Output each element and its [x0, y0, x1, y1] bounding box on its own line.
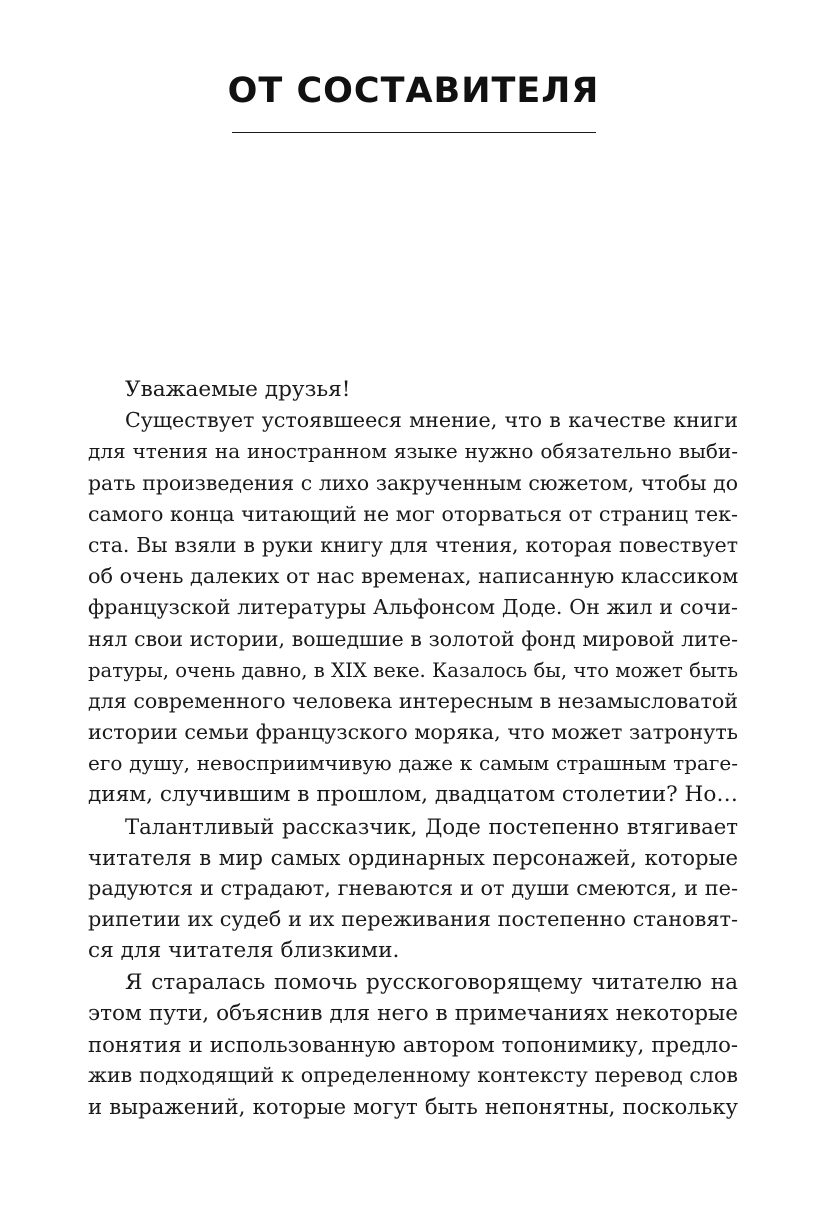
text-line: Я старалась помочь русскоговорящему читателю на: [125, 969, 738, 995]
text-line: понятия и использованную автором топонимику, предло-: [88, 1031, 738, 1057]
text-line: его душу, невосприимчивую даже к самым страшным траге-: [88, 751, 738, 776]
text-line: радуются и страдают, гневаются и от души смеются, и пе-: [88, 876, 738, 900]
text-line: ратуры, очень давно, в XIX веке. Казалось бы, что может быть: [88, 658, 738, 682]
text-line: диям, случившим в прошлом, двадцатом столетии? Но…: [88, 782, 738, 808]
paragraph: [88, 405, 738, 810]
text-line: ся для читателя близкими.: [88, 938, 400, 964]
text-line: Талантливый рассказчик, Доде постепенно втягивает: [125, 813, 738, 839]
title-underline: [232, 132, 596, 133]
text-line: Существует устоявшееся мнение, что в качестве книги: [125, 408, 738, 433]
text-line: ста. Вы взяли в руки книгу для чтения, которая повествует: [88, 532, 738, 557]
text-line: для чтения на иностранном языке нужно обязательно выби-: [88, 439, 738, 464]
text-line: французской литературы Альфонсом Доде. Он жил и сочи-: [88, 595, 738, 620]
text-line: читателя в мир самых ординарных персонажей, которые: [88, 844, 738, 870]
paragraph: [88, 374, 738, 405]
text-line: об очень далеких от нас временах, написанную классиком: [88, 564, 739, 589]
paragraph: [88, 967, 738, 1123]
text-line: Уважаемые друзья!: [125, 377, 351, 402]
text-line: нял свои истории, вошедшие в золотой фонд мировой лите-: [88, 626, 738, 651]
text-line: самого конца читающий не мог оторваться от страниц тек-: [88, 501, 738, 526]
text-line: этом пути, объяснив для него в примечаниях некоторые: [88, 1000, 738, 1026]
text-line: для современного человека интересным в незамысловатой: [88, 688, 738, 713]
text-line: и выражений, которые могут быть непонятны, поскольку: [88, 1094, 738, 1120]
body-text: [88, 374, 738, 1123]
text-line: рипетии их судеб и их переживания постепенно становят-: [88, 907, 738, 932]
text-line: истории семьи французского моряка, что может затронуть: [88, 720, 738, 745]
paragraph: [88, 811, 738, 967]
text-line: жив подходящий к определенному контексту перевод слов: [88, 1063, 738, 1088]
page-title: ОТ СОСТАВИТЕЛЯ: [227, 71, 600, 111]
text-line: рать произведения с лихо закрученным сюжетом, чтобы до: [88, 470, 738, 495]
